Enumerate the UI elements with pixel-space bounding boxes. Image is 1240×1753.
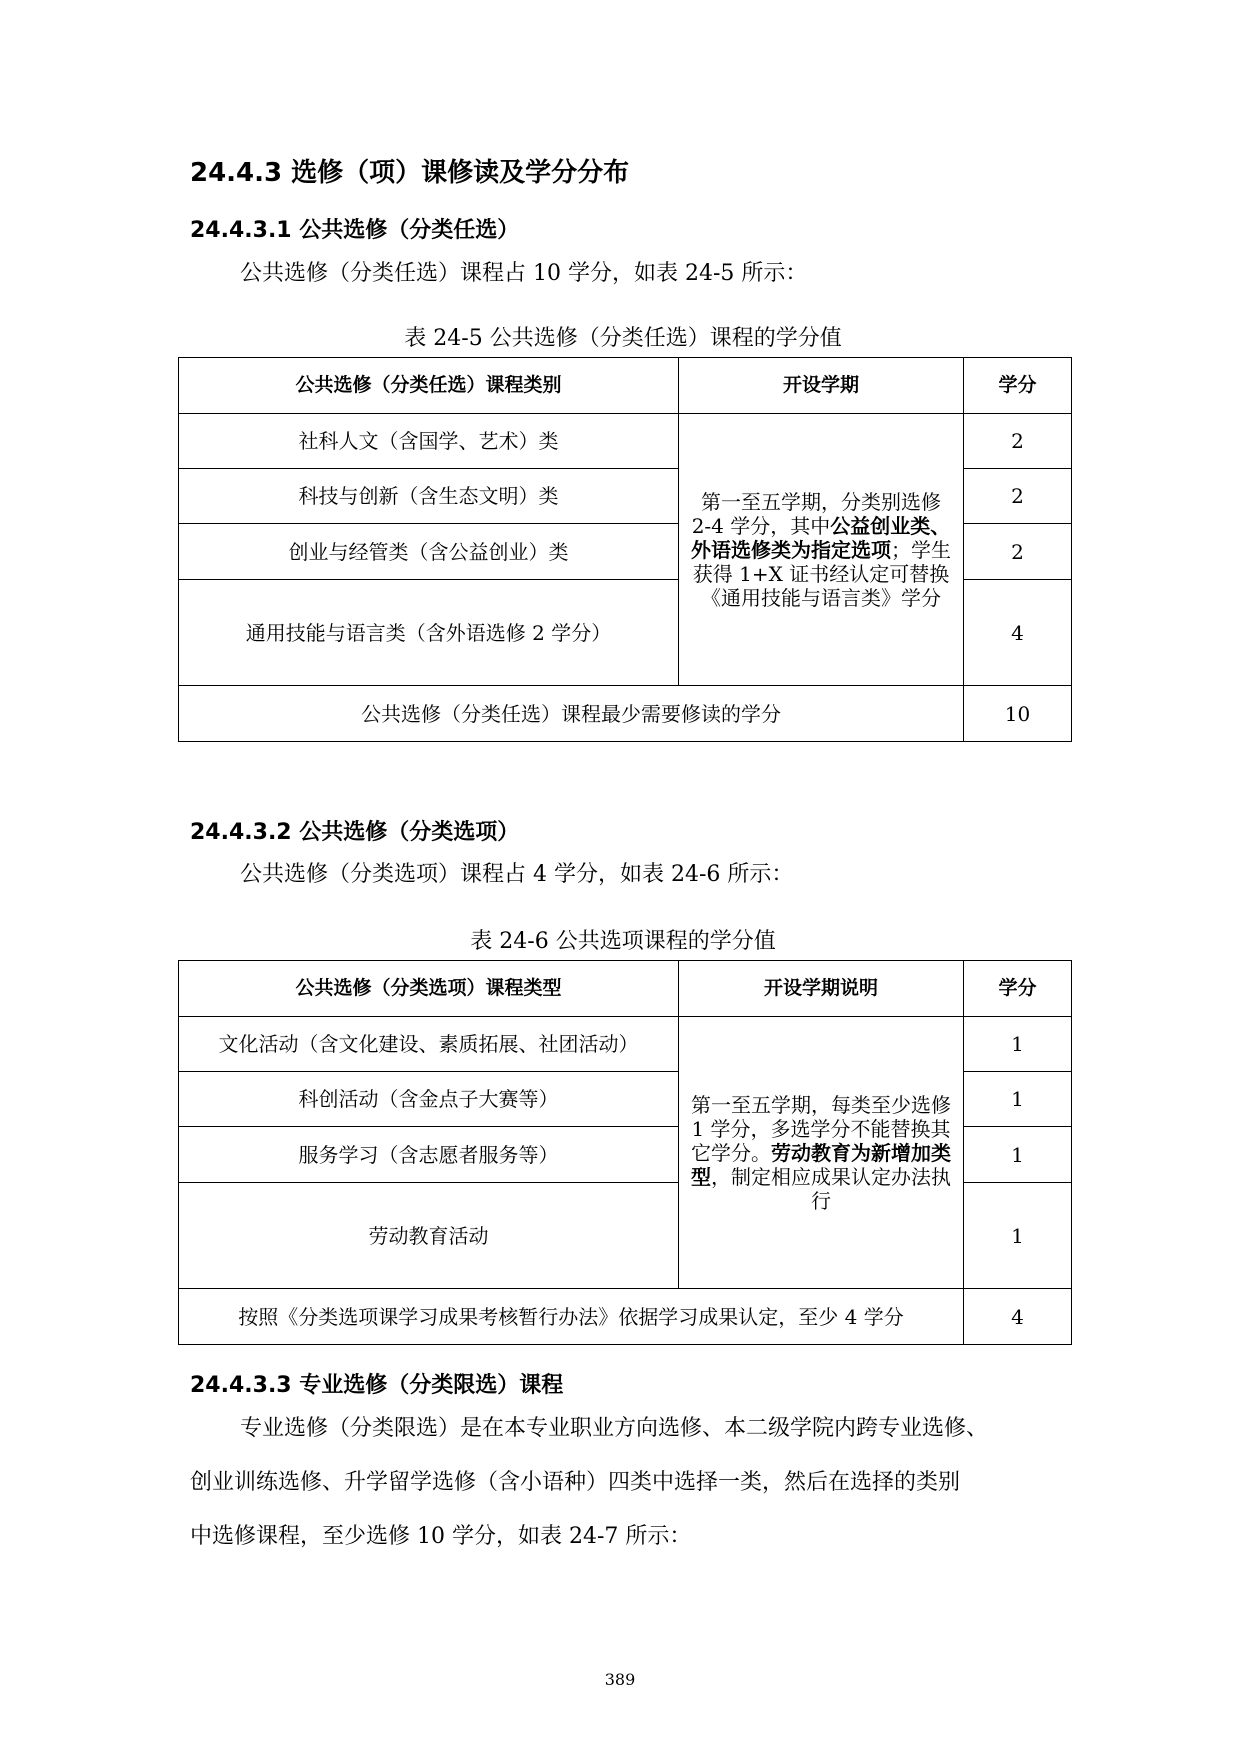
semester-note	[679, 414, 964, 686]
note-line: 第一至五学期，分类别选修	[701, 489, 941, 514]
table-header-row	[179, 961, 1072, 1017]
table-header-row	[179, 358, 1072, 414]
paragraph-line: 创业训练选修、升学留学选修（含小语种）四类中选择一类，然后在选择的类别	[190, 1470, 961, 1495]
intro-paragraph-2: 公共选修（分类选项）课程占 4 学分，如表 24-6 所示：	[240, 862, 794, 887]
note-line: 第一至五学期，每类至少选修	[691, 1092, 951, 1117]
total-credit: 10	[964, 686, 1072, 742]
table-total-row	[179, 686, 1072, 742]
table-row	[179, 1017, 1072, 1072]
header-category: 公共选修（分类任选）课程类别	[179, 358, 679, 414]
header-semester: 开设学期说明	[679, 961, 964, 1017]
row-category: 科技与创新（含生态文明）类	[179, 469, 679, 524]
table-total-row	[179, 1289, 1072, 1345]
row-credit: 2	[964, 469, 1072, 524]
total-credit: 4	[964, 1289, 1072, 1345]
row-credit: 1	[964, 1127, 1072, 1183]
note-line: 行	[811, 1188, 831, 1213]
row-category: 服务学习（含志愿者服务等）	[179, 1127, 679, 1183]
total-label: 按照《分类选项课学习成果考核暂行办法》依据学习成果认定，至少 4 学分	[179, 1289, 964, 1345]
note-line: 型，制定相应成果认定办法执	[691, 1164, 951, 1189]
row-category: 社科人文（含国学、艺术）类	[179, 414, 679, 469]
header-category: 公共选修（分类选项）课程类型	[179, 961, 679, 1017]
note-line: 2-4 学分，其中公益创业类、	[691, 513, 951, 538]
paragraph-line: 中选修课程，至少选修 10 学分，如表 24-7 所示：	[190, 1524, 692, 1549]
header-credit: 学分	[964, 961, 1072, 1017]
table-24-6	[178, 960, 1072, 1345]
note-line: 《通用技能与语言类》学分	[701, 585, 941, 610]
subsection-heading-3: 24.4.3.3 专业选修（分类限选）课程	[190, 1373, 564, 1398]
subsection-heading-2: 24.4.3.2 公共选修（分类选项）	[190, 820, 520, 845]
row-category: 科创活动（含金点子大赛等）	[179, 1072, 679, 1127]
row-credit: 1	[964, 1017, 1072, 1072]
section-heading: 24.4.3 选修（项）课修读及学分分布	[190, 158, 630, 188]
row-credit: 2	[964, 414, 1072, 469]
table-24-5	[178, 357, 1072, 742]
note-line: 1 学分，多选学分不能替换其	[691, 1116, 951, 1141]
header-credit: 学分	[964, 358, 1072, 414]
semester-note	[679, 1017, 964, 1289]
paragraph-line: 专业选修（分类限选）是在本专业职业方向选修、本二级学院内跨专业选修、	[240, 1416, 989, 1441]
total-label: 公共选修（分类任选）课程最少需要修读的学分	[179, 686, 964, 742]
row-credit: 4	[964, 580, 1072, 686]
header-semester: 开设学期	[679, 358, 964, 414]
note-line: 获得 1+X 证书经认定可替换	[692, 561, 950, 586]
table-caption-24-6: 表 24-6 公共选项课程的学分值	[470, 929, 776, 954]
page-number: 389	[604, 1670, 636, 1689]
row-category: 创业与经管类（含公益创业）类	[179, 524, 679, 580]
table-row	[179, 414, 1072, 469]
row-credit: 1	[964, 1183, 1072, 1289]
note-line: 它学分。劳动教育为新增加类	[691, 1140, 951, 1165]
row-credit: 1	[964, 1072, 1072, 1127]
row-category: 劳动教育活动	[179, 1183, 679, 1289]
intro-paragraph-1: 公共选修（分类任选）课程占 10 学分，如表 24-5 所示：	[240, 261, 808, 286]
subsection-heading-1: 24.4.3.1 公共选修（分类任选）	[190, 218, 520, 243]
row-credit: 2	[964, 524, 1072, 580]
row-category: 通用技能与语言类（含外语选修 2 学分）	[179, 580, 679, 686]
row-category: 文化活动（含文化建设、素质拓展、社团活动）	[179, 1017, 679, 1072]
note-line: 外语选修类为指定选项；学生	[691, 537, 951, 562]
table-caption-24-5: 表 24-5 公共选修（分类任选）课程的学分值	[404, 326, 842, 351]
